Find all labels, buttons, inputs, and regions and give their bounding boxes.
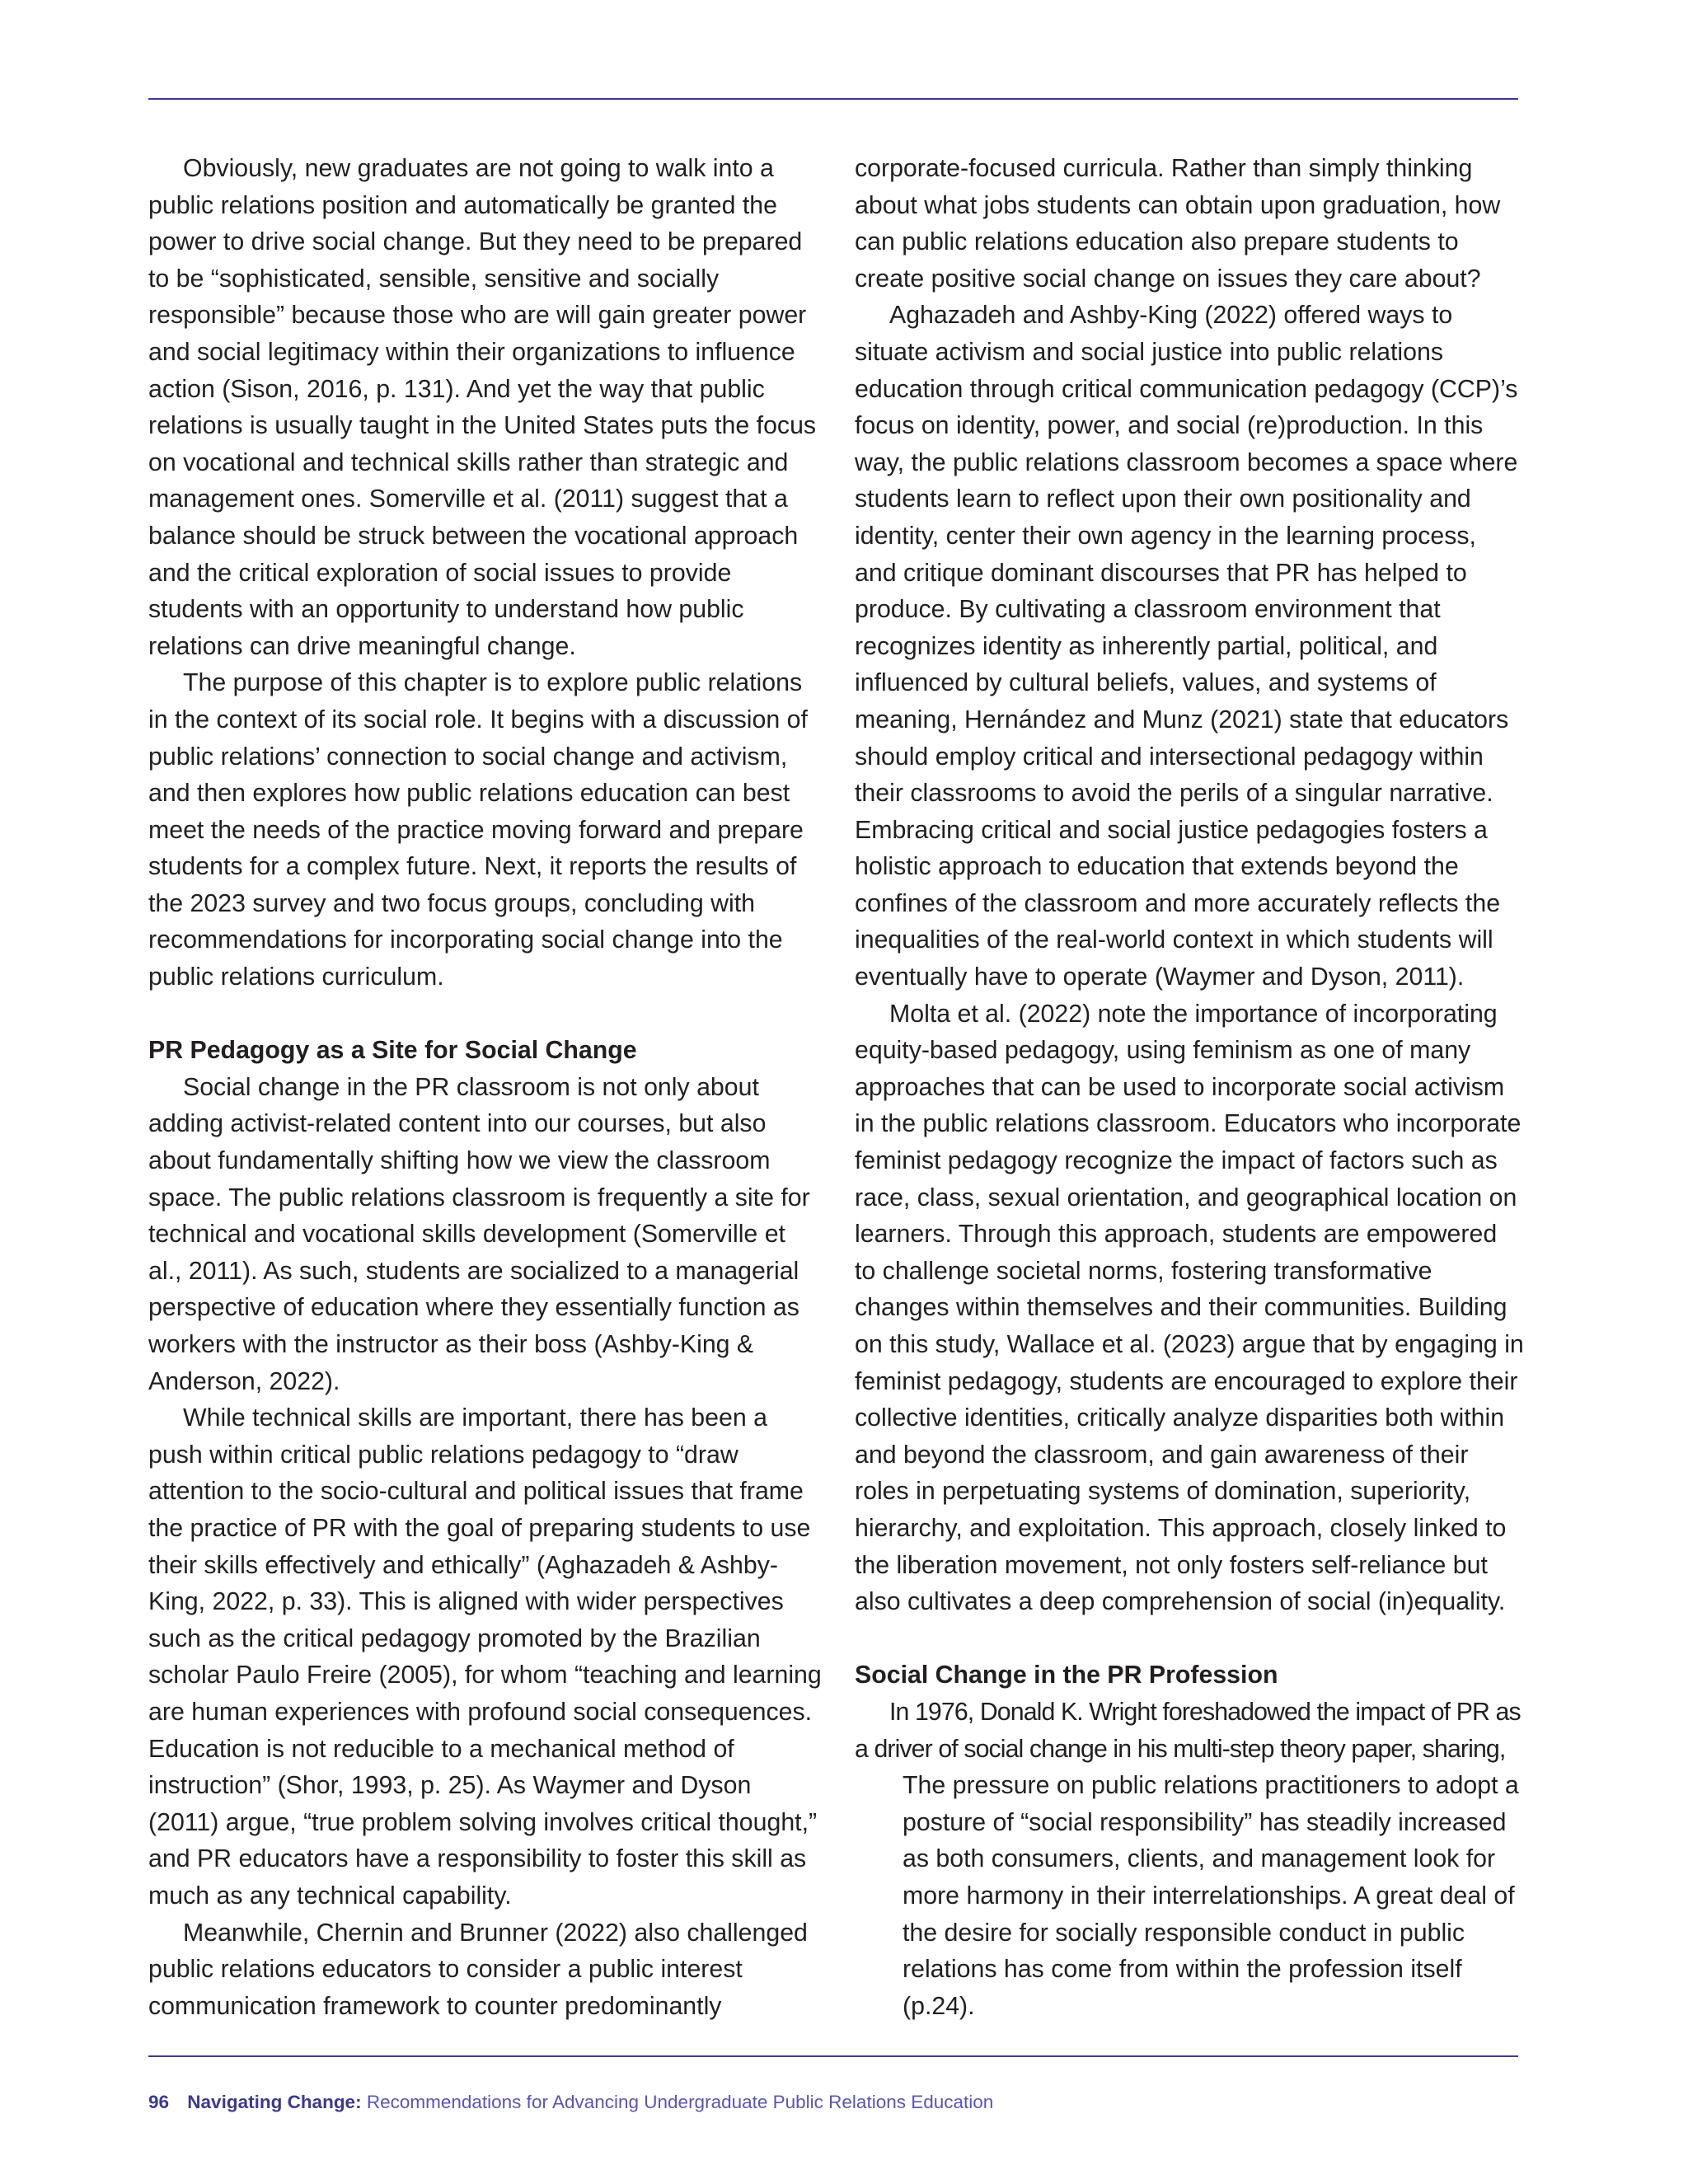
- right-column: [855, 151, 1524, 2025]
- header-rule: [148, 98, 1518, 100]
- paragraph: Molta et al. (2022) note the importance of incorporating equity-based pedagogy, using feminism as one of many approaches that can be used to incorporate social activism in the public relations classroom. Educators who incorporate feminist pedagogy recognize the impact of factors such as race, class, sexual orientation, and geographical location on learners. Through this approach, students are empowered to challenge societal norms, fostering transformative changes within themselves and their communities. Building on this study, Wallace et al. (2023) argue that by engaging in feminist pedagogy, students are encouraged to explore their collective identities, critically analyze disparities both within and beyond the classroom, and gain awareness of their roles in perpetuating systems of domination, superiority, hierarchy, and exploitation. This approach, closely linked to the liberation movement, not only fosters self-reliance but also cultivates a deep comprehension of social (in)equality.: [855, 1000, 1524, 1616]
- section-heading: PR Pedagogy as a Site for Social Change: [148, 1037, 637, 1065]
- paragraph: In 1976, Donald K. Wright foreshadowed the impact of PR as a driver of social change in his multi-step theory paper, sharing,: [855, 1698, 1521, 1763]
- paragraph: Meanwhile, Chernin and Brunner (2022) also challenged public relations educators to consider a public interest communication framework to counter predominantly: [148, 1919, 808, 2020]
- paragraph: While technical skills are important, there has been a push within critical public relations pedagogy to “draw attention to the socio-cultural and political issues that frame the practice of PR with the goal of preparing students to use their skills effectively and ethically” (Aghazadeh & Ashby-King, 2022, p. 33). This is aligned with wider perspectives such as the critical pedagogy promoted by the Brazilian scholar Paulo Freire (2005), for whom “teaching and learning are human experiences with profound social consequences. Education is not reducible to a mechanical method of instruction” (Shor, 1993, p. 25). As Waymer and Dyson (2011) argue, “true problem solving involves critical thought,” and PR educators have a responsibility to foster this skill as much as any technical capability.: [148, 1404, 822, 1910]
- section-heading: Social Change in the PR Profession: [855, 1661, 1278, 1690]
- paragraph: Obviously, new graduates are not going to walk into a public relations position and automatically be granted the power to drive social change. But they need to be prepared to be “sophisticated, sensible, sensitive and socially responsible” because those who are will gain greater power and social legitimacy within their organizations to influence action (Sison, 2016, p. 131). And yet the way that public relations is usually taught in the United States puts the focus on vocational and technical skills rather than strategic and management ones. Somerville et al. (2011) suggest that a balance should be struck between the vocational approach and the critical exploration of social issues to provide students with an opportunity to understand how public relations can drive meaningful change.: [148, 155, 817, 660]
- paragraph: Social change in the PR classroom is not only about adding activist-related content into our courses, but also about fundamentally shifting how we view the classroom space. The public relations classroom is frequently a site for technical and vocational skills development (Somerville et al., 2011). As such, students are socialized to a managerial perspective of education where they essentially function as workers with the instructor as their boss (Ashby-King & Anderson, 2022).: [148, 1073, 810, 1395]
- footer-subtitle: Recommendations for Advancing Undergraduate Public Relations Education: [366, 2092, 994, 2112]
- paragraph: Aghazadeh and Ashby-King (2022) offered ways to situate activism and social justice into public relations education through critical communication pedagogy (CCP)’s focus on identity, power, and social (re)production. In this way, the public relations classroom becomes a space where students learn to reflect upon their own positionality and identity, center their own agency in the learning process, and critique dominant discourses that PR has helped to produce. By cultivating a classroom environment that recognizes identity as inherently partial, political, and influenced by cultural beliefs, values, and systems of meaning, Hernández and Munz (2021) state that educators should employ critical and intersectional pedagogy within their classrooms to avoid the perils of a singular narrative. Embracing critical and social justice pedagogies fosters a holistic approach to education that extends beyond the confines of the classroom and more accurately reflects the inequalities of the real-world context in which students will eventually have to operate (Waymer and Dyson, 2011).: [855, 302, 1518, 991]
- left-column: [148, 151, 823, 2025]
- page-footer: [148, 2090, 993, 2115]
- paragraph: The purpose of this chapter is to explore public relations in the context of its social role. It begins with a discussion of public relations’ connection to social change and activism, and then explores how public relations education can best meet the needs of the practice moving forward and prepare students for a complex future. Next, it reports the results of the 2023 survey and two focus groups, concluding with recommendations for incorporating social change into the public relations curriculum.: [148, 669, 808, 991]
- paragraph: corporate-focused curricula. Rather than simply thinking about what jobs students can obtain upon graduation, how can public relations education also prepare students to create positive social change on issues they care about?: [855, 155, 1501, 293]
- page-number: 96: [148, 2092, 170, 2112]
- block-quote: The pressure on public relations practitioners to adopt a posture of “social responsibility” has steadily increased as both consumers, clients, and management look for more harmony in their interrelationships. A great deal of the desire for socially responsible conduct in public relations has come from within the profession itself (p.24).: [903, 1772, 1519, 2020]
- footer-title: Navigating Change:: [187, 2092, 362, 2112]
- footer-rule: [148, 2055, 1518, 2057]
